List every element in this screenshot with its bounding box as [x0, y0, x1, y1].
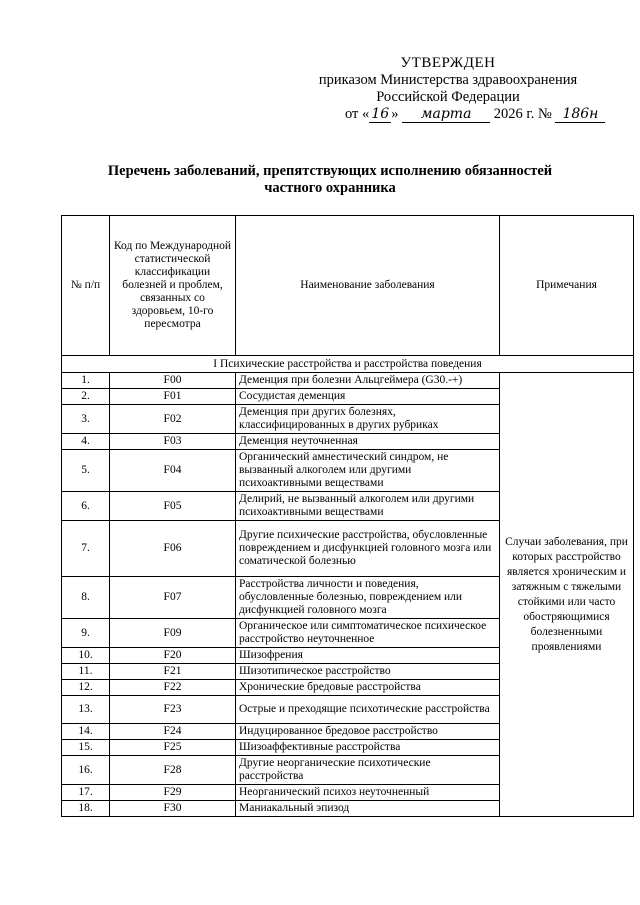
row-disease-name: Деменция при других болезнях, классифицированных в других рубриках [236, 405, 500, 434]
row-icd-code: F22 [110, 680, 236, 696]
row-icd-code: F09 [110, 619, 236, 648]
row-number: 11. [62, 664, 110, 680]
row-icd-code: F02 [110, 405, 236, 434]
row-number: 17. [62, 785, 110, 801]
order-date-line [345, 106, 605, 123]
row-disease-name: Другие психические расстройства, обусловленные повреждением и дисфункцией головного мозга или соматической болезнью [236, 521, 500, 577]
row-number: 2. [62, 389, 110, 405]
row-number: 1. [62, 373, 110, 389]
row-number: 12. [62, 680, 110, 696]
diseases-table [61, 215, 634, 817]
row-number: 5. [62, 450, 110, 492]
approval-line-1: приказом Министерства здравоохранения [318, 72, 578, 88]
row-disease-name: Органическое или симптоматическое психическое расстройство неуточненное [236, 619, 500, 648]
table-header-row [62, 216, 634, 356]
document-title [80, 163, 580, 197]
row-disease-name: Органический амнестический синдром, не вызванный алкоголем или другими психоактивными веществами [236, 450, 500, 492]
row-number: 7. [62, 521, 110, 577]
row-number: 16. [62, 756, 110, 785]
order-month: марта [402, 106, 490, 123]
section-title: I Психические расстройства и расстройства поведения [62, 356, 634, 373]
row-disease-name: Шизофрения [236, 648, 500, 664]
header-notes: Примечания [500, 216, 634, 356]
row-icd-code: F28 [110, 756, 236, 785]
row-number: 18. [62, 801, 110, 817]
row-number: 15. [62, 740, 110, 756]
row-number: 10. [62, 648, 110, 664]
row-number: 4. [62, 434, 110, 450]
approval-line-2: Российской Федерации [376, 89, 520, 105]
row-disease-name: Делирий, не вызванный алкоголем или другими психоактивными веществами [236, 492, 500, 521]
row-icd-code: F00 [110, 373, 236, 389]
row-icd-code: F05 [110, 492, 236, 521]
row-icd-code: F29 [110, 785, 236, 801]
row-disease-name: Маниакальный эпизод [236, 801, 500, 817]
row-number: 14. [62, 724, 110, 740]
row-icd-code: F30 [110, 801, 236, 817]
row-number: 6. [62, 492, 110, 521]
row-icd-code: F23 [110, 696, 236, 724]
notes-cell: Случаи заболевания, при которых расстройство является хроническим и затяжным с тяжелыми стойкими или часто обостряющимися болезненными проявлениями [500, 373, 634, 817]
row-disease-name: Сосудистая деменция [236, 389, 500, 405]
row-disease-name: Неорганический психоз неуточненный [236, 785, 500, 801]
row-disease-name: Расстройства личности и поведения, обусловленные болезнью, повреждением или дисфункцией головного мозга [236, 577, 500, 619]
section-row [62, 356, 634, 373]
row-icd-code: F01 [110, 389, 236, 405]
order-number: 186н [555, 106, 605, 123]
row-number: 13. [62, 696, 110, 724]
order-day: 16 [369, 106, 391, 123]
order-year: 2026 г. № [493, 106, 552, 122]
row-disease-name: Другие неорганические психотические расстройства [236, 756, 500, 785]
row-icd-code: F25 [110, 740, 236, 756]
row-disease-name: Деменция при болезни Альцгеймера (G30.-+) [236, 373, 500, 389]
row-disease-name: Шизотипическое расстройство [236, 664, 500, 680]
row-number: 9. [62, 619, 110, 648]
row-disease-name: Шизоаффективные расстройства [236, 740, 500, 756]
row-icd-code: F21 [110, 664, 236, 680]
row-disease-name: Острые и преходящие психотические расстройства [236, 696, 500, 724]
row-icd-code: F06 [110, 521, 236, 577]
title-line-1: Перечень заболеваний, препятствующих исполнению обязанностей [107, 163, 553, 179]
row-disease-name: Хронические бредовые расстройства [236, 680, 500, 696]
approval-title: УТВЕРЖДЕН [400, 55, 496, 71]
header-name: Наименование заболевания [236, 216, 500, 356]
date-prefix: от « [345, 106, 370, 122]
header-code: Код по Международной статистической классификации болезней и проблем, связанных со здоровьем, 10-го пересмотра [110, 216, 236, 356]
date-mid: » [391, 106, 399, 122]
row-icd-code: F20 [110, 648, 236, 664]
table-row [62, 373, 634, 389]
row-icd-code: F03 [110, 434, 236, 450]
row-disease-name: Деменция неуточненная [236, 434, 500, 450]
row-icd-code: F07 [110, 577, 236, 619]
row-icd-code: F04 [110, 450, 236, 492]
title-line-2: частного охранника [264, 180, 396, 196]
row-disease-name: Индуцированное бредовое расстройство [236, 724, 500, 740]
approval-block [318, 55, 578, 106]
header-num: № п/п [62, 216, 110, 356]
row-icd-code: F24 [110, 724, 236, 740]
row-number: 8. [62, 577, 110, 619]
row-number: 3. [62, 405, 110, 434]
